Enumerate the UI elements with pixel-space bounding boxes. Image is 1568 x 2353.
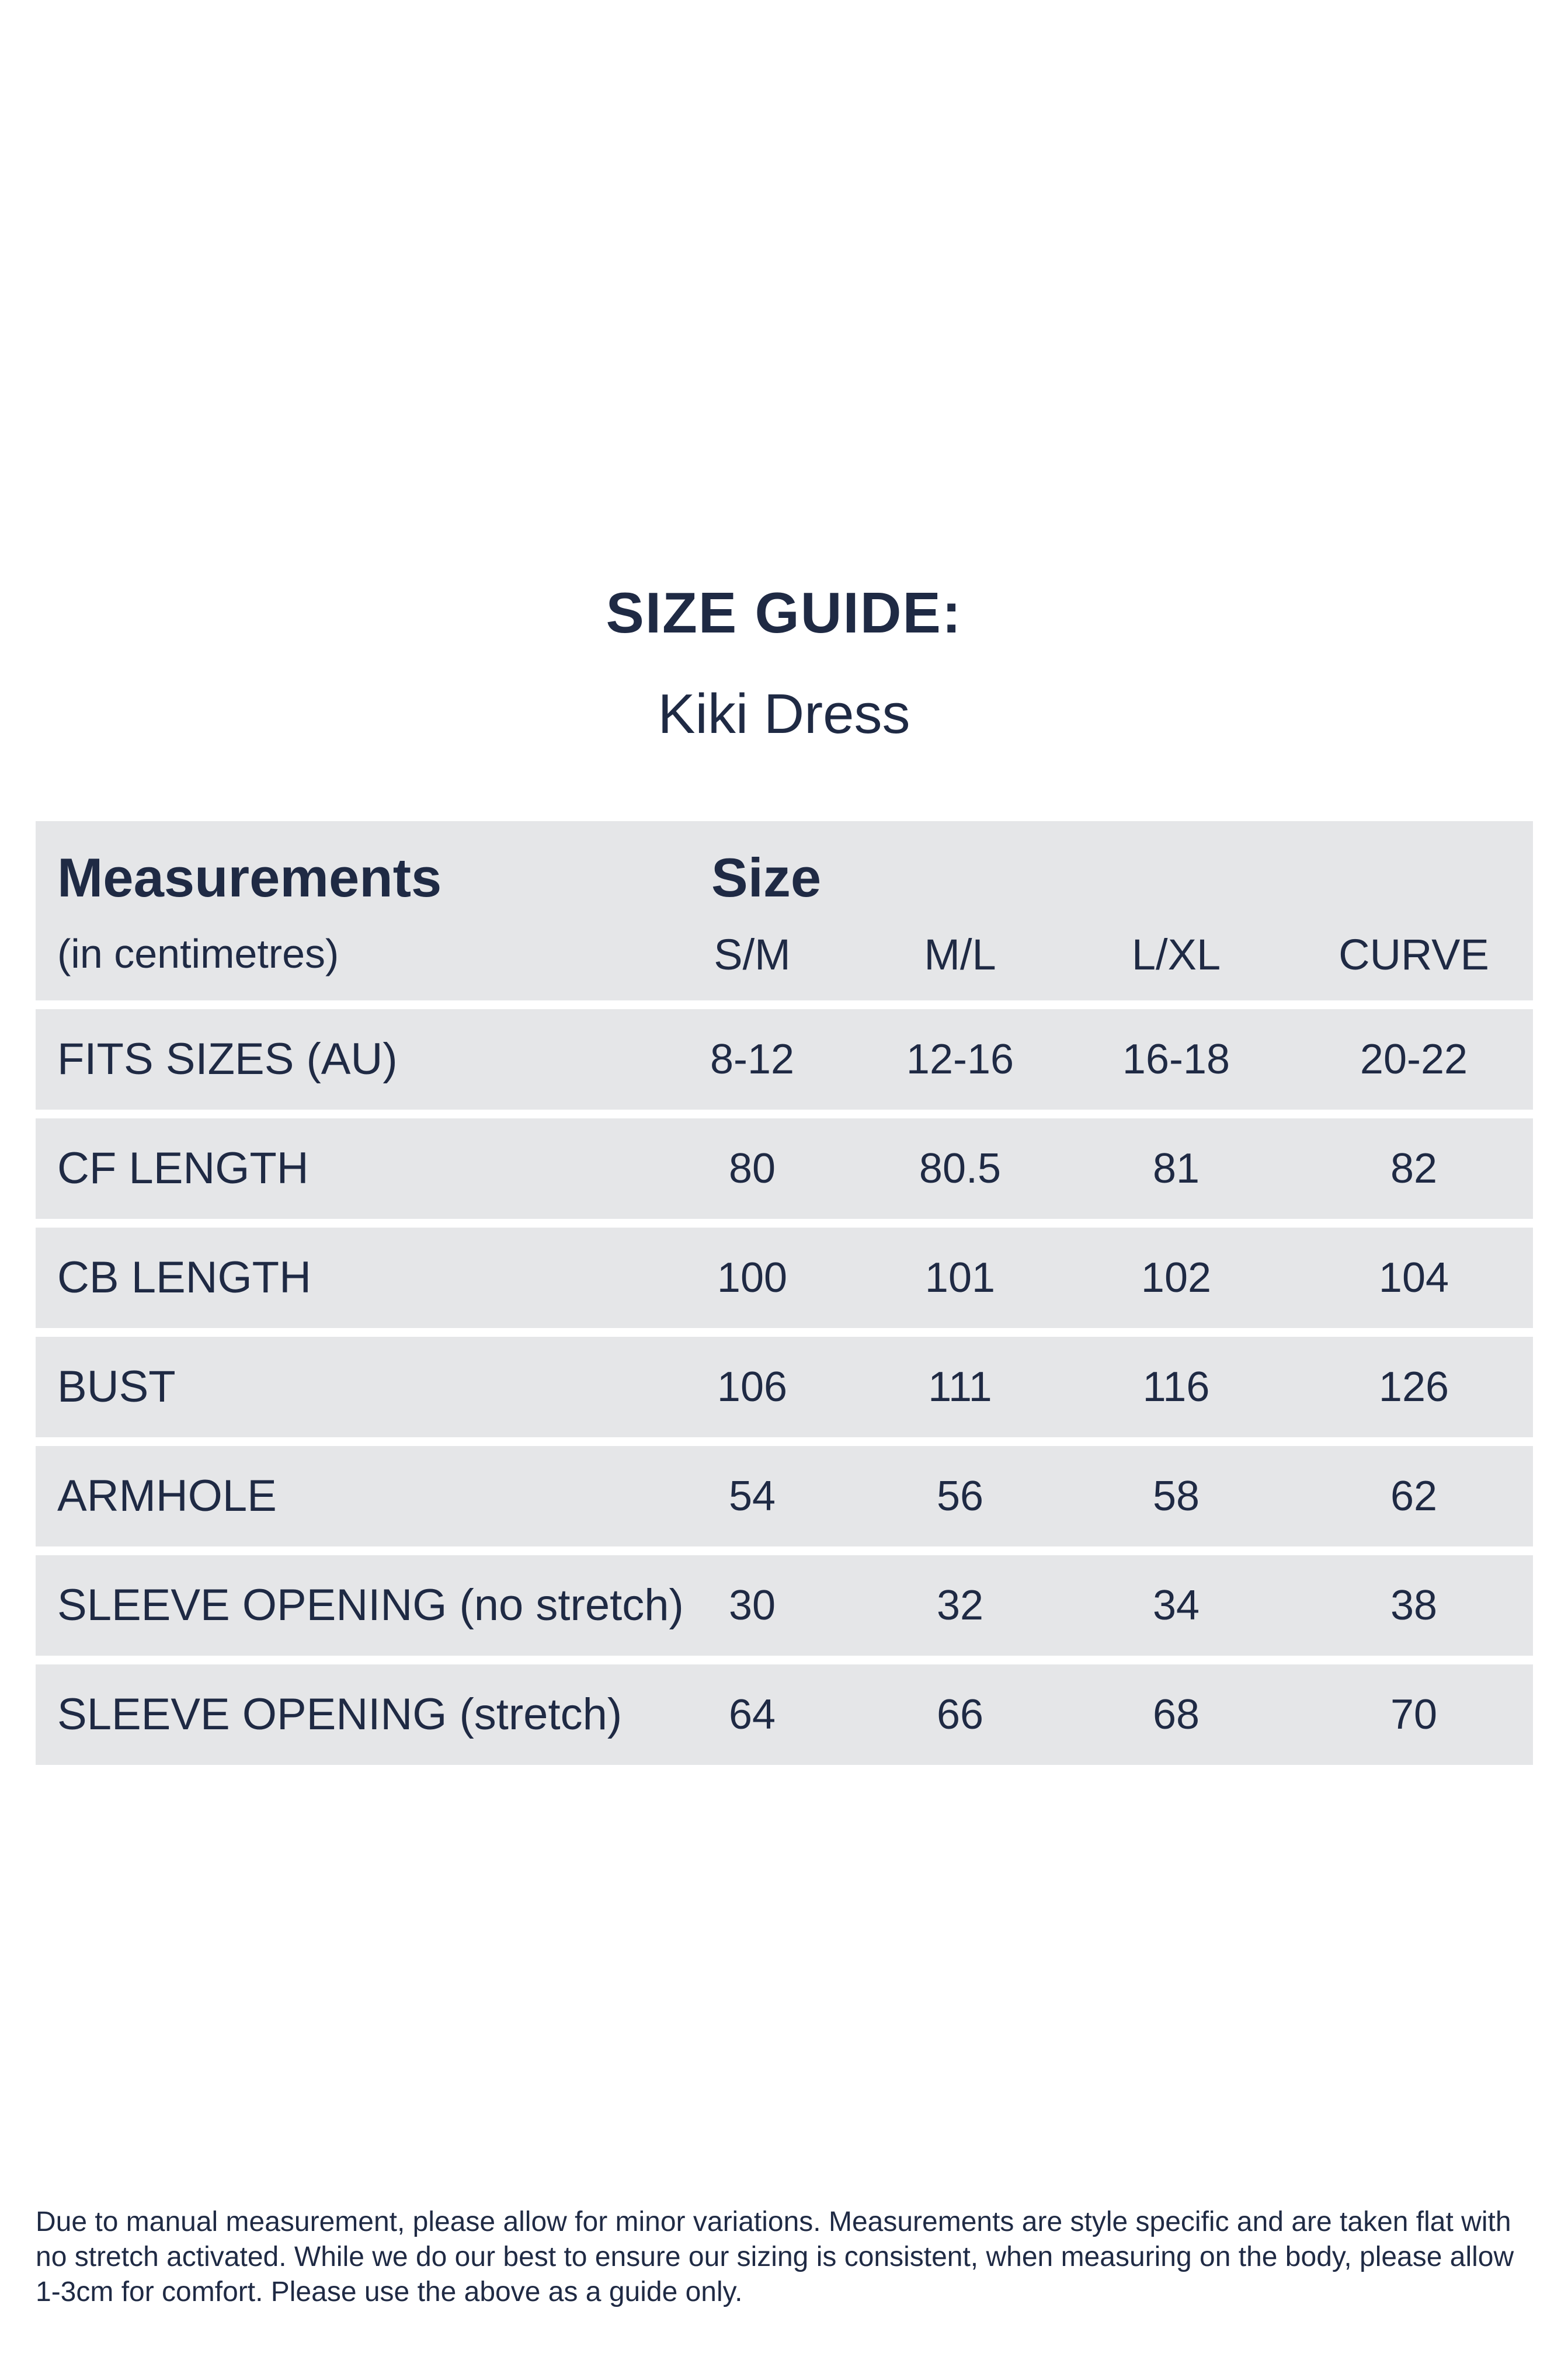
size-column-s-m: S/M [714, 930, 791, 979]
table-cell: 34 [1152, 1582, 1200, 1629]
table-cell: 38 [1390, 1582, 1438, 1629]
table-row [36, 1228, 1533, 1328]
row-label: SLEEVE OPENING (stretch) [57, 1690, 623, 1739]
table-cell: 126 [1378, 1364, 1449, 1410]
table-cell: 8-12 [710, 1036, 795, 1083]
table-cell: 16-18 [1122, 1036, 1230, 1083]
table-row [36, 1446, 1533, 1546]
row-label: CB LENGTH [57, 1253, 311, 1302]
table-cell: 56 [936, 1473, 984, 1520]
table-cell: 70 [1390, 1691, 1438, 1738]
table-cell: 104 [1378, 1254, 1449, 1301]
product-name: Kiki Dress [658, 683, 910, 745]
table-row [36, 1337, 1533, 1437]
table-cell: 30 [728, 1582, 776, 1629]
size-column-m-l: M/L [924, 930, 996, 979]
table-cell: 100 [717, 1254, 788, 1301]
table-cell: 20-22 [1360, 1036, 1468, 1083]
table-cell: 80.5 [919, 1145, 1002, 1192]
table-cell: 32 [936, 1582, 984, 1629]
table-cell: 116 [1142, 1364, 1210, 1410]
table-cell: 82 [1390, 1145, 1438, 1192]
table-cell: 111 [928, 1364, 992, 1410]
table-row [36, 1118, 1533, 1219]
table-cell: 66 [936, 1691, 984, 1738]
table-cell: 12-16 [906, 1036, 1014, 1083]
table-row [36, 1555, 1533, 1656]
table-cell: 58 [1152, 1473, 1200, 1520]
table-cell: 102 [1141, 1254, 1212, 1301]
table-header-row [36, 821, 1533, 1000]
table-cell: 101 [924, 1254, 996, 1301]
row-label: BUST [57, 1362, 176, 1412]
table-cell: 54 [728, 1473, 776, 1520]
table-cell: 68 [1152, 1691, 1200, 1738]
size-heading: Size [711, 847, 822, 908]
table-cell: 106 [717, 1364, 788, 1410]
table-row [36, 1009, 1533, 1110]
unit-note: (in centimetres) [57, 931, 339, 976]
row-label: FITS SIZES (AU) [57, 1034, 398, 1084]
size-column-curve: CURVE [1338, 930, 1489, 979]
page-title: SIZE GUIDE: [606, 581, 962, 645]
table-cell: 62 [1390, 1473, 1438, 1520]
disclaimer-note: Due to manual measurement, please allow for minor variations. Measurements are style specific and are taken flat with no stretch activated. While we do our best to ensure our sizing is consistent, when measuring on the body, please allow 1-3cm for comfort. Please use the above as a guide only. [36, 2206, 1514, 2307]
row-label: ARMHOLE [57, 1471, 277, 1521]
size-column-l-xl: L/XL [1131, 930, 1221, 979]
measurements-heading: Measurements [57, 847, 442, 908]
table-row [36, 1664, 1533, 1765]
size-guide-table [36, 821, 1533, 1774]
table-cell: 64 [728, 1691, 776, 1738]
row-label: SLEEVE OPENING (no stretch) [57, 1580, 684, 1630]
table-cell: 81 [1152, 1145, 1200, 1192]
table-cell: 80 [728, 1145, 776, 1192]
row-label: CF LENGTH [57, 1144, 309, 1193]
